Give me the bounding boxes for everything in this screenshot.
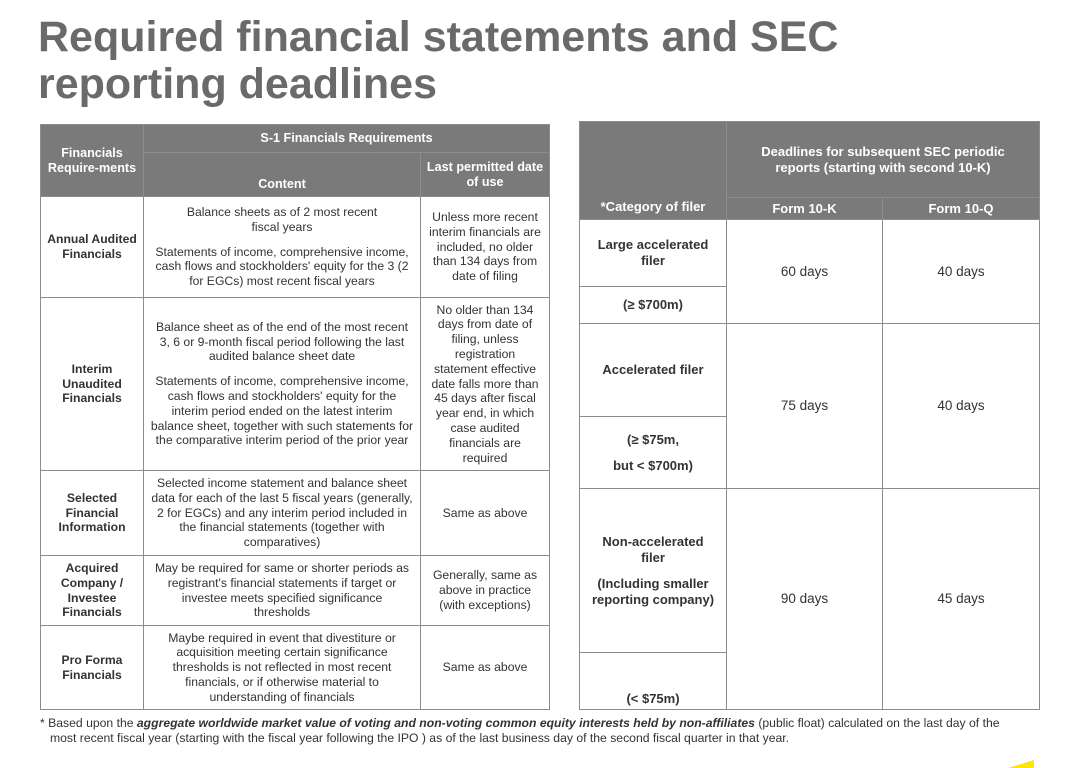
footnote bbox=[40, 716, 1040, 746]
col-category-of-filer: *Category of filer bbox=[580, 122, 727, 220]
row-content: Selected income statement and balance sheet data for each of the last 5 fiscal years (generally, 2 for EGCs) and any interim period included in the financial statements (together with comparatives) bbox=[144, 471, 421, 556]
row-content: Statements of income, comprehensive income, cash flows and stockholders' equity for the interim period ended on the latest interim balance sheet, together with such statements for the comparative interim period of the prior year bbox=[150, 374, 414, 448]
row-content: May be required for same or shorter periods as registrant's financial statements if target or investee meets specified significance thresholds bbox=[144, 556, 421, 626]
row-label: Pro Forma Financials bbox=[41, 626, 144, 710]
row-content: Balance sheets as of 2 most recent fiscal years bbox=[186, 205, 378, 234]
row-date: Unless more recent interim financials are included, no older than 134 days from date of filing bbox=[421, 197, 550, 298]
row-label: Annual Audited Financials bbox=[41, 197, 144, 298]
filer-category-note: (Including smaller reporting company) bbox=[591, 575, 715, 607]
col-last-permitted-date: Last permitted date of use bbox=[421, 153, 550, 197]
footnote-lead: * Based upon the bbox=[40, 716, 137, 730]
row-content: Statements of income, comprehensive income, cash flows and stockholders' equity for the 3 (2 for EGCs) most recent fiscal years bbox=[155, 244, 409, 289]
filer-threshold-line: (≥ $75m, bbox=[627, 431, 679, 447]
deadlines-header-group: Deadlines for subsequent SEC periodic reports (starting with second 10-K) bbox=[727, 122, 1040, 198]
col-financials-requirements: Financials Require-ments bbox=[41, 125, 144, 197]
table-row bbox=[41, 471, 550, 556]
row-date: No older than 134 days from date of filing, unless registration statement effective date falls more than 45 days after fiscal year end, in which case audited financials are required bbox=[421, 298, 550, 471]
row-date: Same as above bbox=[421, 471, 550, 556]
row-date: Generally, same as above in practice (with exceptions) bbox=[421, 556, 550, 626]
filer-threshold bbox=[580, 417, 727, 489]
row-content: Balance sheet as of the end of the most recent 3, 6 or 9-month fiscal period following the last audited balance sheet date bbox=[155, 319, 409, 364]
col-content: Content bbox=[144, 153, 421, 197]
row-label: Interim Unaudited Financials bbox=[41, 298, 144, 471]
sec-deadlines-table bbox=[579, 121, 1040, 710]
filer-category: Accelerated filer bbox=[580, 324, 727, 417]
row-date: Same as above bbox=[421, 626, 550, 710]
table-row bbox=[41, 556, 550, 626]
form-10q-deadline: 40 days bbox=[883, 220, 1040, 324]
filer-threshold: (≥ $700m) bbox=[580, 287, 727, 324]
table-row bbox=[41, 197, 550, 298]
form-10k-deadline: 90 days bbox=[727, 489, 883, 710]
form-10k-deadline: 60 days bbox=[727, 220, 883, 324]
brand-accent-mark bbox=[1008, 760, 1034, 768]
row-label: Acquired Company / Investee Financials bbox=[41, 556, 144, 626]
form-10q-deadline: 40 days bbox=[883, 324, 1040, 489]
footnote-bold: aggregate worldwide market value of voting and non-voting common equity interests held by non-affiliates bbox=[136, 716, 755, 730]
footnote-line2: most recent fiscal year (starting with the fiscal year following the IPO ) as of the last business day of the second fiscal quarter in that year. bbox=[50, 731, 790, 745]
s1-header-group: S-1 Financials Requirements bbox=[144, 125, 550, 153]
filer-category: Non-accelerated filer bbox=[602, 533, 704, 565]
table-row bbox=[580, 489, 1040, 653]
row-content: Maybe required in event that divestiture or acquisition meeting certain significance thresholds is not reflected in most recent financials, or if otherwise material to understanding of financials bbox=[144, 626, 421, 710]
table-row bbox=[41, 626, 550, 710]
table-row bbox=[580, 220, 1040, 287]
row-label: Selected Financial Information bbox=[41, 471, 144, 556]
form-10q-deadline: 45 days bbox=[883, 489, 1040, 710]
form-10k-deadline: 75 days bbox=[727, 324, 883, 489]
filer-threshold: (< $75m) bbox=[580, 653, 727, 710]
filer-threshold-line: but < $700m) bbox=[613, 457, 693, 473]
page-title: Required financial statements and SEC reporting deadlines bbox=[38, 13, 839, 108]
filer-category-cell bbox=[580, 489, 727, 653]
filer-category: Large accelerated filer bbox=[580, 220, 727, 287]
col-form-10q: Form 10-Q bbox=[883, 198, 1040, 220]
col-form-10k: Form 10-K bbox=[727, 198, 883, 220]
table-row bbox=[580, 324, 1040, 417]
s1-requirements-table bbox=[40, 124, 550, 710]
footnote-rest: (public float) calculated on the last day of the bbox=[754, 716, 1000, 730]
table-row bbox=[41, 298, 550, 471]
